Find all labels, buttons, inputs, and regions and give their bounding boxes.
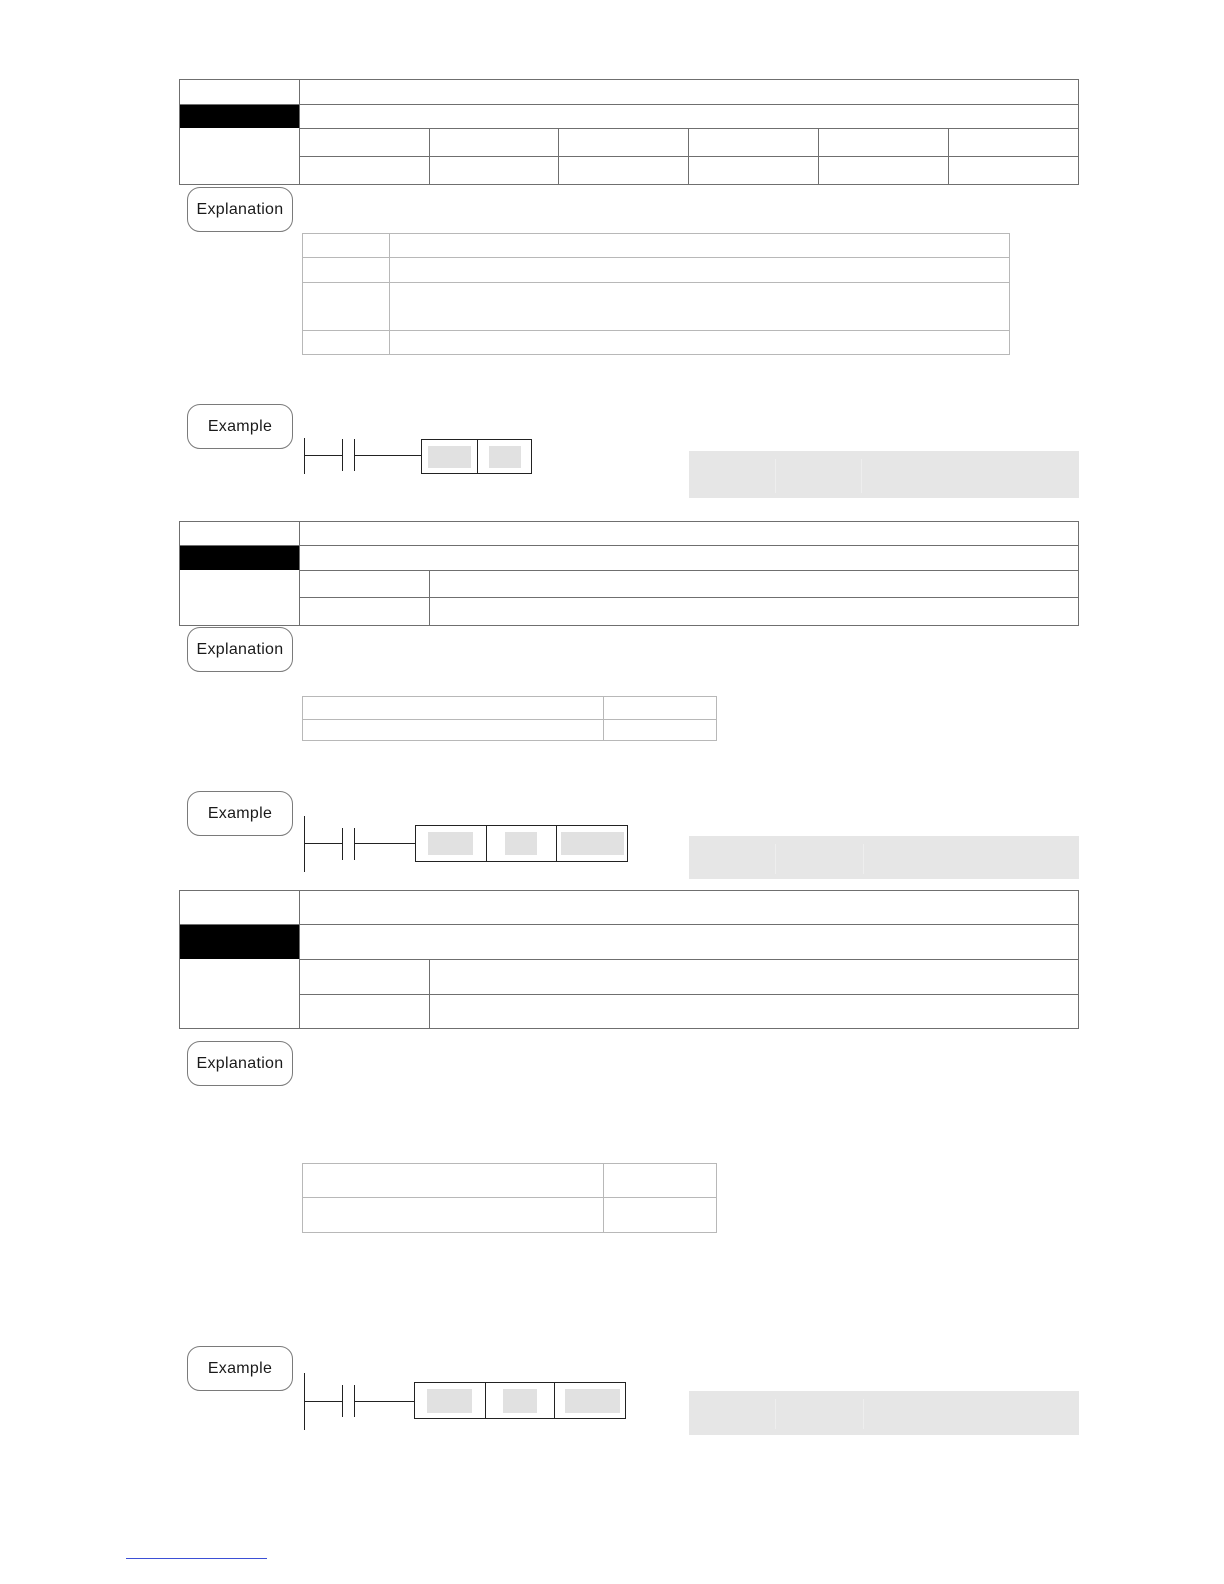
- controller-header-cell: [180, 925, 299, 959]
- example-badge: Example: [187, 791, 293, 836]
- footer-link-underline[interactable]: [126, 1558, 267, 1559]
- operand-box: [489, 446, 521, 468]
- controller-header-cell: [180, 105, 299, 128]
- example-note-box-2: [689, 836, 1079, 879]
- operand-box: [503, 1389, 537, 1413]
- controller-header-cell: [180, 546, 299, 570]
- instruction-mnemonic: [428, 446, 471, 468]
- example-note-box-1: [689, 451, 1079, 498]
- operand-box: [565, 1389, 620, 1413]
- operand-box: [561, 832, 624, 855]
- explanation-badge: Explanation: [187, 627, 293, 672]
- instruction-mnemonic: [427, 1389, 472, 1413]
- explanation-badge: Explanation: [187, 187, 293, 232]
- explanation-badge: Explanation: [187, 1041, 293, 1086]
- example-badge: Example: [187, 1346, 293, 1391]
- example-badge: Example: [187, 404, 293, 449]
- operand-box: [505, 832, 537, 855]
- instruction-mnemonic: [428, 832, 473, 855]
- example-note-box-3: [689, 1391, 1079, 1435]
